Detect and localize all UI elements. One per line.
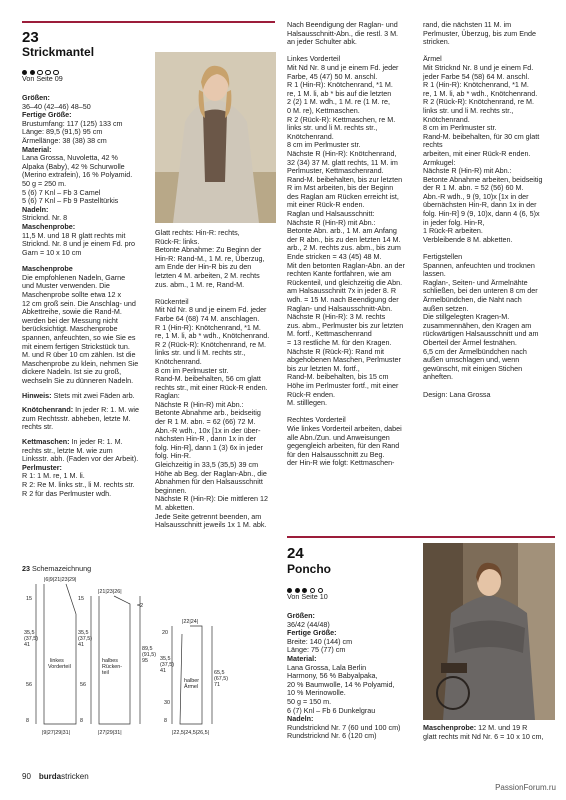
- column-4-text: rand, die nächsten 11 M. im Perlmuster, Überzug, bis zum Ende stricken. Ärmel Mit Stricknd Nr. 8 und je einem Fd. jeder Farbe 54 (58) 64 M. anschl. R 1 (Hin-R): Knötchenrand, *1 M. re, 1 M. li, ab * wdh., Knötchenrand. R 2 (Rück-R): Knötchenrand, re M. links str. und li M. rechts str., Knötchenrand. 8 cm im Perlmuster str. Rand-M. beibehalten, für 30 cm glatt rechts arbeiten, mit einer Rück-R enden. Armkugel: Nächste R (Hin-R) mit Abn.: Betonte Abnahme arbeiten, beidseitig der R 1 M. abn. = 52 (56) 60 M. Abn.-R wdh., 9 (9, 10)x [1x in der übernächsten Hin-R, dann 1x in der folg. Hin-R] 9 (9, 10)x, dann 4 (6, 5)x in jeder folg. Hin-R, 1 Rück-R arbeiten. Verbleibende 8 M. abketten. Fertigstellen Spannen, anfeuchten und trocknen lassen. Raglan-, Seiten- und Ärmelnähte schließen, bei den unteren 8 cm der Ärmelbündchen, die Naht nach außen setzen. Die stillgelegten Kragen-M. zusammennähen, den Kragen am rückwärtigen Halsausschnitt und am Oberteil der Ärmel festnähen. 6,5 cm der Ärmelbündchen nach außen umschlagen und, wenn gewünscht, mit einigen Stichen anheften. Design: Lana Grossa: [423, 20, 543, 399]
- text-block: [22, 111, 160, 145]
- sleeve-dim-20: 20: [162, 630, 168, 636]
- sleeve-label-2: Ärmel: [184, 684, 199, 690]
- poncho-photo: [423, 543, 555, 720]
- column-1: [22, 94, 160, 498]
- sleeve-dim-30: 30: [164, 700, 170, 706]
- schematic-drawing: [22, 574, 284, 750]
- schema-num: 23: [22, 564, 30, 573]
- pattern-title-24: Poncho: [287, 562, 331, 576]
- block-heading: Maschenprobe:: [22, 221, 76, 231]
- block-body: R 1: 1 M. re, 1 M. li. R 2: Re M. links str., li M. rechts str. R 2 für das Perlmuster wdh.: [22, 471, 135, 498]
- block-heading: Maschenprobe: [22, 264, 73, 274]
- sleeve-dim-355: 35,5: [160, 656, 171, 662]
- brand-bold: burda: [38, 772, 62, 781]
- text-block: [22, 406, 160, 432]
- block-body: Stets mit zwei Fäden arb.: [53, 390, 135, 400]
- block-heading: Größen:: [287, 611, 315, 620]
- pattern-number-24: 24: [287, 545, 304, 562]
- back-dim-375: (37,5): [78, 636, 93, 642]
- poncho-photo-illustration: [423, 543, 555, 720]
- back-dim-56: 56: [80, 682, 86, 688]
- front-dim-355: 35,5: [24, 630, 35, 636]
- site-watermark: PassionForum.ru: [495, 783, 556, 792]
- block-heading: Material:: [287, 653, 317, 663]
- block-heading: Hinweis:: [22, 390, 52, 400]
- back-bottom-dims: |27|29|31|: [98, 730, 122, 736]
- header-rule: [22, 21, 275, 23]
- see-also: Von Seite 09: [22, 74, 63, 83]
- block-heading: Perlmuster:: [22, 462, 62, 472]
- brand-light: stricken: [61, 772, 89, 781]
- block-heading: Kettmaschen:: [22, 436, 70, 446]
- block-body: Breite: 140 (144) cm Länge: 75 (77) cm: [287, 636, 353, 655]
- sleeve-top-dims: |22|24|: [182, 619, 199, 625]
- block-heading: Knötchenrand:: [22, 405, 74, 415]
- front-top-dims: |6|9|21|23|29|: [44, 577, 77, 583]
- front-dim-375: (37,5): [24, 636, 39, 642]
- block-body: 36/42 (44/48): [287, 619, 330, 629]
- block-body: In jeder R: 1. M. rechts str., letzte M. wie zum Linksstr. abh. (Faden vor der Arbeit).: [22, 436, 139, 464]
- sleeve-length-655: 65,5: [214, 670, 225, 676]
- back-label-2: Rücken-: [102, 664, 123, 670]
- coat-photo: [155, 52, 276, 223]
- header-rule-24: [287, 536, 555, 538]
- sleeve-dim-8: 8: [164, 718, 167, 724]
- text-block: [287, 612, 417, 629]
- pattern-title: Strickmantel: [22, 45, 95, 59]
- page-number: 90: [22, 772, 31, 781]
- block-body: 11,5 M. und 18 R glatt rechts mit Stricknd. Nr. 8 und je einem Fd. pro Garn = 10 x 10 cm: [22, 230, 136, 257]
- sleeve-dim-375: (37,5): [160, 662, 175, 668]
- text-block: [22, 392, 160, 401]
- back-dim-41: 41: [78, 642, 84, 648]
- sleeve-dim-41: 41: [160, 668, 166, 674]
- text-block: [22, 223, 160, 257]
- back-label-3: teil: [102, 670, 109, 676]
- back-dim-15: 15: [78, 596, 84, 602]
- page-footer: [22, 772, 89, 781]
- text-block: [287, 629, 417, 655]
- see-also-24: Von Seite 10: [287, 592, 328, 601]
- column-2-text: Glatt rechts: Hin-R: rechts, Rück-R: links. Betonte Abnahme: Zu Beginn der Hin-R: Rand-M., 1 M. re, Überzug, am Ende der Hin-R bis zu den letzten 4 M. arbeiten, 2 M. rechts zus. abm., 1 M. re, Rand-M. Rückenteil Mit Nd Nr. 8 und je einem Fd. jeder Farbe 64 (68) 74 M. anschlagen. R 1 (Hin-R): Knötchenrand, *1 M. re, 1 M. li, ab * wdh., Knötchenrand. R 2 (Rück-R): Knötchenrand, re M. links str. und li M. rechts str., Knötchenrand. 8 cm im Perlmuster str. Rand-M. beibehalten, 56 cm glatt rechts str., mit einer Rück-R enden. Raglan: Nächste R (Hin-R) mit Abn.: Betonte Abnahme arb., beidseitig der R 1 M. abn. = 62 (66) 72 M. Abn.-R wdh., 10x [1x in der über- nächsten Hin-R , dann 1x in der folg. Hin-R], dann 1 (3) 6x in jeder folg. Hin-R. Gleichzeitig in 33,5 (35,5) 39 cm Höhe ab Beg. der Raglan-Abn., die Abnahmen für den Halsausschnitt beginnen. Nächste R (Hin-R): Die mittleren 12 M. abketten. Jede Seite getrennt beenden, am Halsausschnitt jeweils 1x 1 M. abk.: [155, 228, 270, 530]
- front-piece-outline: [44, 584, 76, 724]
- block-body: Die empfohlenen Nadeln, Garne und Muster verwenden. Die Maschenprobe sollte etwa 12 x 12 cm groß sein. Die Anschlag- und Abkettreihe, sowie die Rand-M. werden bei der Messung nicht berücksichtigt. Maschenprobe spannen, anfeuchten, so wie Sie es mit einem fertigen Strickstück tun. M. und R über 10 cm zählen. Ist die Maschenprobe zu klein, nehmen Sie dickere Nadeln. Ist sie zu groß, wechseln Sie zu dünneren Nadeln.: [22, 272, 139, 385]
- block-body: Lana Grossa, Lala Berlin Harmony, 56 % Babyalpaka, 20 % Baumwolle, 14 % Polyamid, 10 % Merinowolle. 50 g = 150 m. 6 (7) Knl – Fb 6 Dunkelgrau: [287, 662, 395, 715]
- block-body: 36–40 (42–46) 48–50: [22, 101, 91, 111]
- schema-title-text: Schemazeichnung: [32, 564, 92, 573]
- block-heading: Nadeln:: [287, 714, 314, 724]
- sleeve-label-1: halber: [184, 678, 199, 684]
- front-bottom-dims: |9|27|29|31|: [42, 730, 70, 736]
- block-heading: Material:: [22, 144, 52, 154]
- back-label-1: halbes: [102, 658, 118, 664]
- back-dim-2: =2: [137, 603, 144, 609]
- pattern-number: 23: [22, 29, 39, 46]
- coat-photo-illustration: [155, 52, 276, 223]
- probe-head: Maschenprobe:: [423, 723, 477, 732]
- text-block: [22, 265, 160, 385]
- text-block: [22, 464, 160, 498]
- text-block: [287, 655, 417, 715]
- back-top-dims: |21|23|26|: [98, 589, 122, 595]
- front-dim-56: 56: [26, 682, 32, 688]
- back-dim-355: 35,5: [78, 630, 89, 636]
- sleeve-outline: [180, 626, 202, 724]
- sleeve-length-675: (67,5): [214, 676, 229, 682]
- front-dim-41: 41: [24, 642, 30, 648]
- text-block: [22, 438, 160, 464]
- block-heading: Fertige Größe:: [287, 628, 337, 638]
- back-length-895: 89,5: [142, 646, 153, 652]
- schema-title: [22, 565, 91, 574]
- poncho-probe: [423, 724, 558, 741]
- block-body: Brustumfang: 117 (125) 133 cm Länge: 89,5 (91,5) 95 cm Ärmellänge: 38 (38) 38 cm: [22, 118, 123, 145]
- block-heading: Nadeln:: [22, 204, 49, 214]
- block-body: Stricknd. Nr. 8: [22, 213, 68, 223]
- sleeve-bottom-dims: |22,5|24,5|26,5|: [172, 730, 210, 736]
- back-length-915: (91,5): [142, 652, 157, 658]
- front-label-1: linkes: [50, 658, 64, 664]
- text-block: [22, 206, 160, 223]
- sleeve-length-71: 71: [214, 682, 220, 688]
- block-body: In jeder R: 1. M. wie zum Rechtsstr. abheben, letzte M. rechts str.: [22, 405, 140, 432]
- column-4: [423, 21, 555, 399]
- column-24: [287, 612, 417, 741]
- text-block: [287, 715, 417, 741]
- column-3: [287, 21, 417, 468]
- probe-body: 12 M. und 19 R glatt rechts mit Nd Nr. 6 = 10 x 10 cm,: [423, 723, 544, 741]
- front-label-2: Vorderteil: [48, 664, 71, 670]
- block-body: Rundstricknd Nr. 7 (60 und 100 cm) Rundstricknd Nr. 6 (120 cm): [287, 722, 401, 741]
- front-dim-15: 15: [26, 596, 32, 602]
- text-block: [22, 94, 160, 111]
- block-body: Lana Grossa, Nuvoletta, 42 % Alpaka (Baby), 42 % Schurwolle (Merino extrafein), 16 % Polyamid. 50 g = 250 m. 5 (6) 7 Knl – Fb 3 Camel 5 (6) 7 Knl – Fb 9 Pastelltürkis: [22, 153, 133, 206]
- text-block: [22, 146, 160, 206]
- back-length-95: 95: [142, 658, 148, 664]
- column-3-text: Nach Beendigung der Raglan- und Halsausschnitt-Abn., die restl. 3 M. an jeder Schulter abk. Linkes Vorderteil Mit Nd Nr. 8 und je einem Fd. jeder Farbe, 45 (47) 50 M. anschl. R 1 (Hin-R): Knötchenrand, *1 M. re, 1 M. li, ab * bis auf die letzten 2 (2) 1 M. wdh., 1 M. re (1 M. re, 0 M. re), Kettmaschen. R 2 (Rück-R): Kettmaschen, re M. links str. und li M. rechts str., Knötchenrand. 8 cm im Perlmuster str. Nächste R (Hin-R): Knötchenrand, 32 (34) 37 M. glatt rechts, 11 M. im Perlmuster, Kettmaschenrand. Rand-M. beibehalten, bis zur letzten R im Mst arbeiten, bis der Beginn des Raglan am Rücken erreicht ist, mit einer Rück-R enden. Raglan und Halsausschnitt: Nächste R (Hin-R) mit Abn.: Betonte Abn. arb., 1 M. am Anfang der R abn., bis zu den letzten 14 M. arb., 2 M. rechts zus. abm., bis zum Ende stricken = 43 (45) 48 M. Mit den betonten Raglan-Abn. an der rechten Kante fortfahren, wie am Rückenteil, und gleichzeitig die Abn. am Halsausschnitt 7x in jeder 8. R wdh. = 15 M. nach Beendigung der Raglan- und Halsausschnitt-Abn. Nächste R (Hin-R): 3 M. rechts zus. abm., Perlmuster bis zur letzten M. fortf., Kettmaschenrand = 13 restliche M. für den Kragen. Nächste R (Rück-R): Rand mit abgehobenen Maschen, Perlmuster bis zur letzten M. fortf., Rand-M. beibehalten, bis 15 cm Höhe im Perlmuster fortf., mit einer Rück-R enden. M. stilllegen. Rechtes Vorderteil Wie linkes Vorderteil arbeiten, dabei alle Abn./Zun. und Anweisungen gegengleich arbeiten, für den Rand für den Halsausschnitt zu Beg. der Hin-R wie folgt: Kettmaschen-: [287, 20, 405, 468]
- front-dim-8: 8: [26, 718, 29, 724]
- block-heading: Größen:: [22, 93, 50, 102]
- column-2: [155, 229, 281, 530]
- back-dim-8: 8: [80, 718, 83, 724]
- block-heading: Fertige Größe:: [22, 110, 72, 120]
